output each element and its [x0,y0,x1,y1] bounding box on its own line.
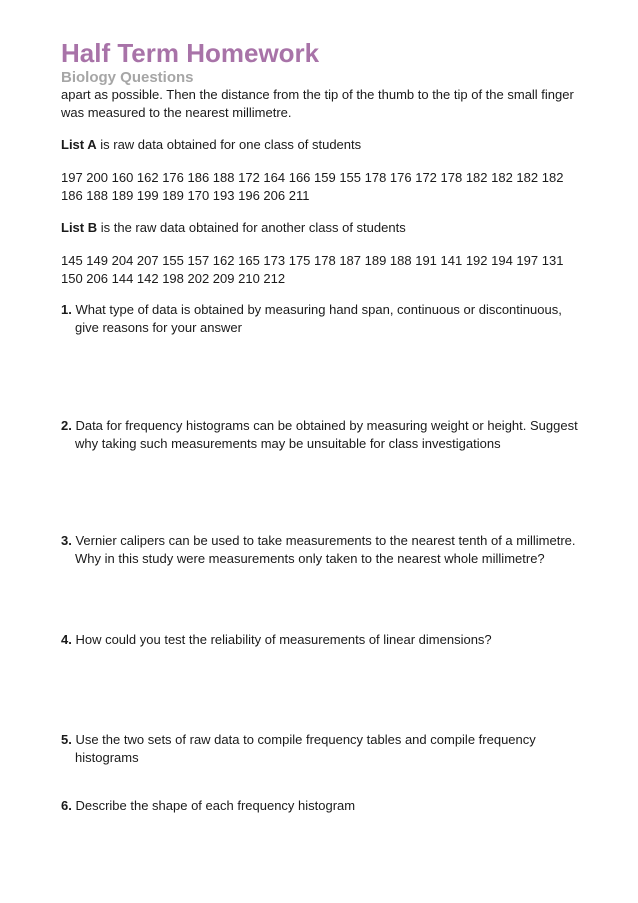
intro-line: was measured to the nearest millimetre. [61,105,292,120]
question-text: What type of data is obtained by measuring hand span, continuous or discontinuous, [71,302,562,317]
page-title: Half Term Homework [61,38,320,68]
list-b-data [61,252,563,288]
list-a-data-line: 186 188 189 199 189 170 193 196 206 211 [61,188,310,203]
question-number: 1. [61,302,72,317]
question-text: Vernier calipers can be used to take measurements to the nearest tenth of a millimetre. [71,533,576,548]
list-a-data-line: 197 200 160 162 176 186 188 172 164 166 159 155 178 176 172 178 182 182 182 182 [61,170,564,185]
list-a-text: is raw data obtained for one class of students [96,137,362,152]
intro-paragraph [61,86,574,122]
question-text-continued: why taking such measurements may be unsuitable for class investigations [75,436,501,451]
list-b-text: is the raw data obtained for another class of students [97,220,406,235]
question-text: How could you test the reliability of measurements of linear dimensions? [71,632,492,647]
question-text: Data for frequency histograms can be obtained by measuring weight or height. Suggest [71,418,578,433]
list-a-data [61,169,563,205]
list-a-label: List A [61,137,97,152]
question-text-continued: histograms [75,750,139,765]
list-a-description [61,136,361,154]
question-number: 2. [61,418,72,433]
question-6 [61,797,355,815]
question-2 [61,417,578,453]
question-text-continued: give reasons for your answer [75,320,242,335]
question-3 [61,532,576,568]
list-b-data-line: 145 149 204 207 155 157 162 165 173 175 178 187 189 188 191 141 192 194 197 131 [61,253,564,268]
question-text: Describe the shape of each frequency histogram [71,798,356,813]
question-4 [61,631,492,649]
page-subtitle: Biology Questions [61,69,194,86]
question-number: 5. [61,732,72,747]
list-b-label: List B [61,220,98,235]
intro-line: apart as possible. Then the distance from the tip of the thumb to the tip of the small finger [61,87,574,102]
question-text: Use the two sets of raw data to compile frequency tables and compile frequency [71,732,536,747]
list-b-description [61,219,406,237]
question-1 [61,301,562,337]
question-number: 3. [61,533,72,548]
question-text-continued: Why in this study were measurements only taken to the nearest whole millimetre? [75,551,545,566]
question-number: 4. [61,632,72,647]
question-5 [61,731,536,767]
question-number: 6. [61,798,72,813]
list-b-data-line: 150 206 144 142 198 202 209 210 212 [61,271,286,286]
